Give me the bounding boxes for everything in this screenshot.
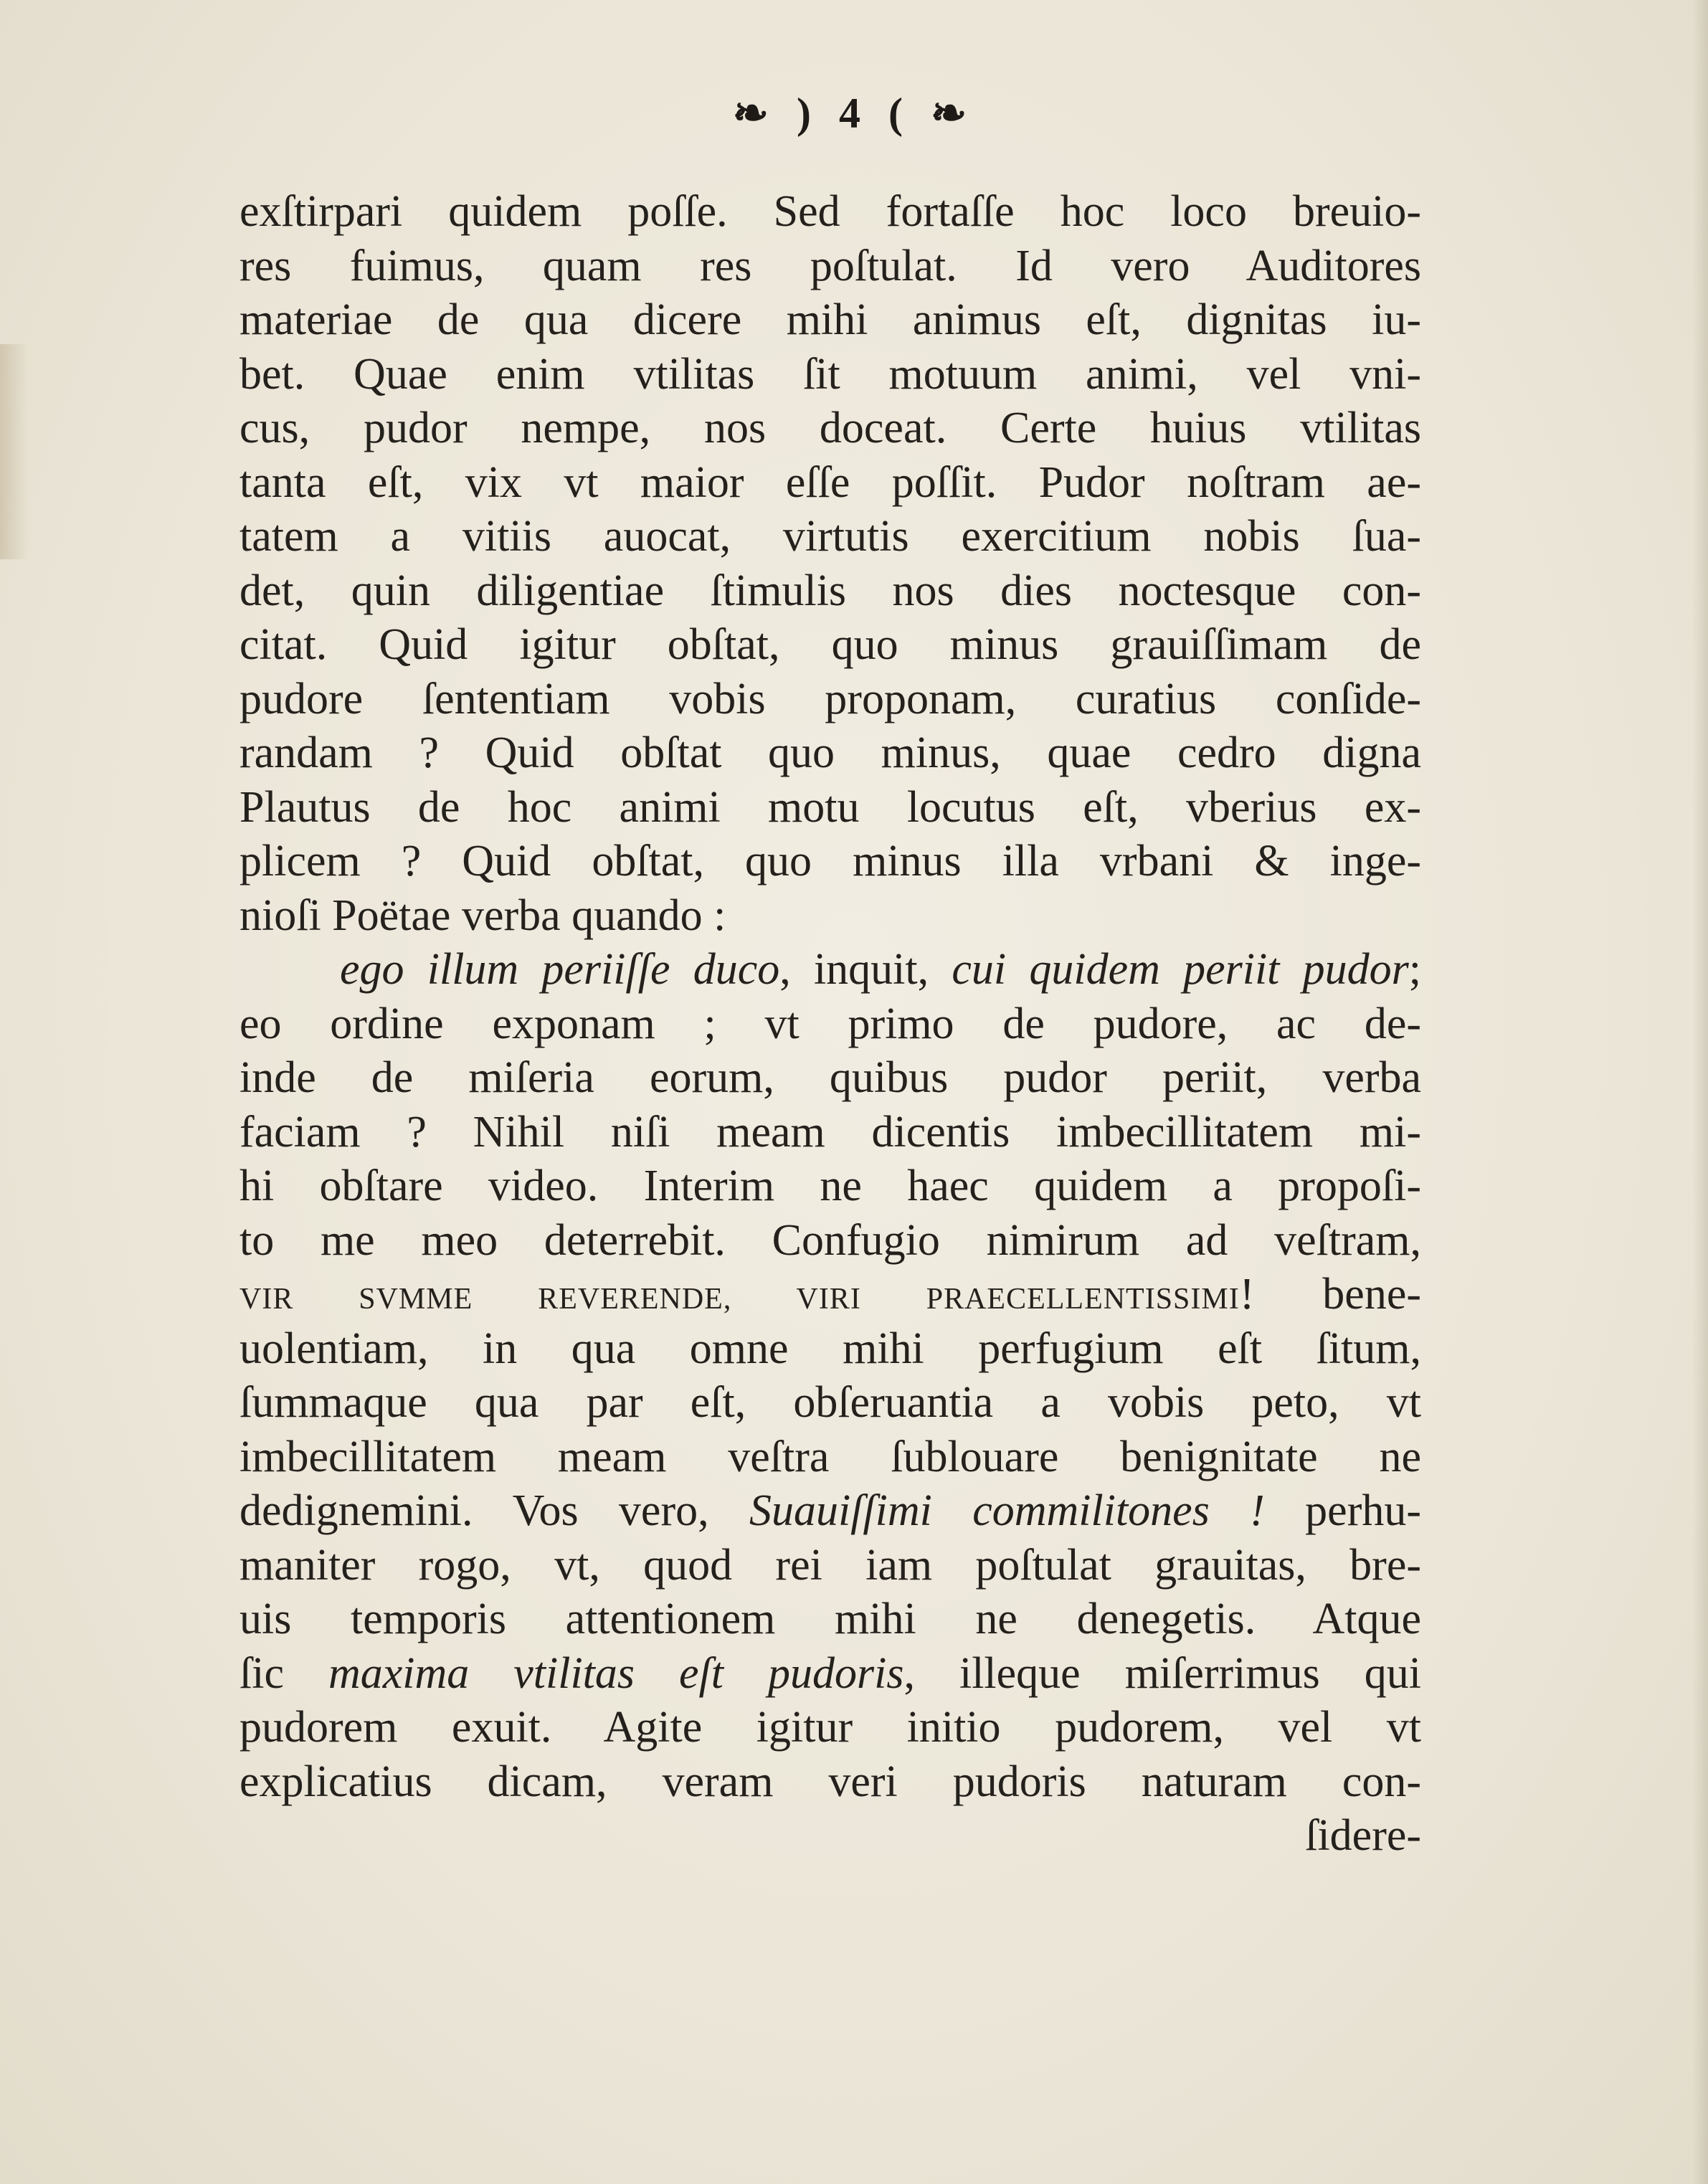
text-line: res fuimus, quam res poſtulat. Id vero Auditores — [239, 241, 1421, 290]
text-line: cus, pudor nempe, nos doceat. Certe huius vtilitas — [239, 404, 1421, 452]
line-italic: Suauiſſimi commilitones ! — [749, 1486, 1265, 1535]
quotation-punct: ; — [1408, 945, 1421, 994]
text-line: to me meo deterrebit. Confugio nimirum ad veſtram, — [239, 1215, 1421, 1265]
line-roman: dedignemini. Vos vero, — [239, 1486, 749, 1535]
text-line: citat. Quid igitur obſtat, quo minus grauiſſimam de — [239, 620, 1421, 669]
mixed-line — [239, 1647, 1421, 1701]
text-line: maniter rogo, vt, quod rei iam poſtulat grauitas, bre- — [239, 1540, 1421, 1590]
line-roman: perhu- — [1264, 1486, 1421, 1535]
text-line: inde de miſeria eorum, quibus pudor periit, verba — [239, 1053, 1421, 1102]
text-line: uis temporis attentionem mihi ne denegetis. Atque — [239, 1595, 1421, 1643]
text-line: randam ? Quid obſtat quo minus, quae cedro digna — [239, 728, 1421, 777]
text-line: det, quin diligentiae ſtimulis nos dies noctesque con- — [239, 566, 1421, 615]
text-line: uolentiam, in qua omne mihi perfugium eſt ſitum, — [239, 1324, 1421, 1373]
quotation-italic: cui quidem periit pudor — [952, 945, 1409, 994]
text-line: faciam ? Nihil niſi meam dicentis imbecillitatem mi- — [239, 1107, 1421, 1157]
line-roman: ſic — [239, 1648, 328, 1698]
quotation-roman: , inquit, — [779, 945, 952, 994]
page-edge-shadow — [1692, 0, 1708, 2184]
text-line: plicem ? Quid obſtat, quo minus illa vrbani & inge- — [239, 837, 1421, 886]
catchword: ſidere- — [1305, 1811, 1421, 1860]
text-line: pudorem exuit. Agite igitur initio pudorem, vel vt — [239, 1703, 1421, 1752]
text-line: imbecillitatem meam veſtra ſublouare benignitate ne — [239, 1432, 1421, 1481]
body-text — [239, 185, 1421, 1863]
text-line: explicatius dicam, veram veri pudoris naturam con- — [239, 1757, 1421, 1806]
running-head: ❧ ) 4 ( ❧ — [732, 90, 976, 137]
text-line: Plautus de hoc animi motu locutus eſt, vberius ex- — [239, 782, 1421, 832]
text-line: bet. Quae enim vtilitas ſit motuum animi, vel vni- — [239, 349, 1421, 399]
text-line: hi obſtare video. Interim ne haec quidem a propoſi- — [239, 1162, 1421, 1210]
quotation-line — [239, 943, 1421, 997]
address-line — [239, 1268, 1421, 1322]
text-line: ſummaque qua par eſt, obſeruantia a vobis peto, vt — [239, 1378, 1421, 1427]
quotation-italic: ego illum periiſſe duco — [340, 945, 780, 994]
text-line: materiae de qua dicere mihi animus eſt, dignitas iu- — [239, 295, 1421, 344]
text-line: exſtirpari quidem poſſe. Sed fortaſſe hoc loco breuio- — [239, 187, 1421, 236]
text-line: eo ordine exponam ; vt primo de pudore, ac de- — [239, 999, 1421, 1048]
address-tail: ! bene- — [1239, 1270, 1421, 1319]
mixed-line — [239, 1484, 1421, 1539]
paper-stain — [0, 344, 29, 559]
text-line: tanta eſt, vix vt maior eſſe poſſit. Pudor noſtram ae- — [239, 457, 1421, 507]
line-roman: , illeque miſerrimus qui — [903, 1648, 1421, 1698]
text-line: nioſi Poëtae verba quando : — [239, 891, 726, 940]
text-line: pudore ſententiam vobis proponam, curatius conſide- — [239, 674, 1421, 723]
text-line: tatem a vitiis auocat, virtutis exercitium nobis ſua- — [239, 512, 1421, 561]
line-italic: maxima vtilitas eſt pudoris — [328, 1648, 904, 1698]
small-caps-address: VIR SVMME REVERENDE, VIRI PRAECELLENTISSIMI — [239, 1283, 1240, 1316]
